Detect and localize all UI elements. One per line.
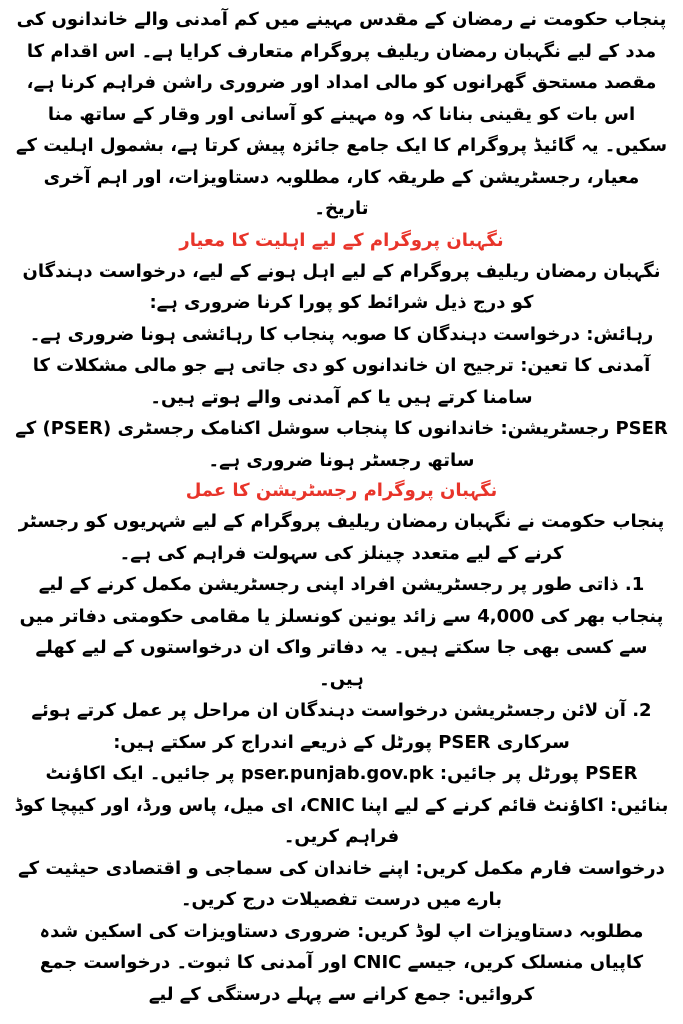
eligibility-heading: نگہبان پروگرام کے لیے اہلیت کا معیار (179, 229, 504, 251)
registration-step-portal: PSER پورٹل پر جائیں: pser.punjab.gov.pk پر جائیں۔ ایک اکاؤنٹ بنائیں: اکاؤنٹ قائم کرنے کے لیے اپنا CNIC، ای میل، پاس ورڈ، اور کیپچا کوڈ فراہم کریں۔ (14, 763, 669, 847)
intro-paragraph: پنجاب حکومت نے رمضان کے مقدس مہینے میں کم آمدنی والے خاندانوں کی مدد کے لیے نگہبان رمضان ریلیف پروگرام متعارف کرایا ہے۔ اس اقدام کا مقصد مستحق گھرانوں کو مالی امداد اور ضروری راشن فراہم کرنا ہے، اس بات کو یقینی بنانا کہ وہ مہینے کو آسانی اور وقار کے ساتھ منا سکیں۔ یہ گائیڈ پروگرام کا ایک جامع جائزہ پیش کرتا ہے، بشمول اہلیت کے معیار، رجسٹریشن کے طریقہ کار، مطلوبہ دستاویزات، اور اہم آخری تاریخ۔ (15, 9, 668, 219)
eligibility-lead: نگہبان رمضان ریلیف پروگرام کے لیے اہل ہونے کے لیے، درخواست دہندگان کو درج ذیل شرائط کو پورا کرنا ضروری ہے: (22, 260, 661, 313)
registration-step-documents: مطلوبہ دستاویزات اپ لوڈ کریں: ضروری دستاویزات کی اسکین شدہ کاپیاں منسلک کریں، جیسے CNIC اور آمدنی کا ثبوت۔ درخواست جمع کروائیں: جمع کرانے سے پہلے درستگی کے لیے (39, 920, 644, 1005)
eligibility-item-income: آمدنی کا تعین: ترجیح ان خاندانوں کو دی جاتی ہے جو مالی مشکلات کا سامنا کرتے ہیں یا کم آمدنی والے ہوتے ہیں۔ (32, 355, 651, 408)
article-page (14, 4, 669, 1020)
eligibility-item-residence: رہائش: درخواست دہندگان کا صوبہ پنجاب کا رہائشی ہونا ضروری ہے۔ (29, 323, 654, 345)
registration-lead: پنجاب حکومت نے نگہبان رمضان ریلیف پروگرام کے لیے شہریوں کو رجسٹر کرنے کے لیے متعدد چینلز کی سہولت فراہم کی ہے۔ (18, 511, 665, 564)
registration-step-form: درخواست فارم مکمل کریں: اپنے خاندان کی سماجی و اقتصادی حیثیت کے بارے میں درست تفصیلات درج کریں۔ (18, 857, 665, 910)
registration-heading: نگہبان پروگرام رجسٹریشن کا عمل (185, 480, 498, 501)
eligibility-item-pser: PSER رجسٹریشن: خاندانوں کا پنجاب سوشل اکنامک رجسٹری (PSER) کے ساتھ رجسٹر ہونا ضروری ہے۔ (15, 418, 668, 471)
registration-option-online: 2. آن لائن رجسٹریشن درخواست دہندگان ان مراحل پر عمل کرتے ہوئے سرکاری PSER پورٹل کے ذریعے اندراج کر سکتے ہیں: (31, 700, 652, 753)
registration-option-in-person: 1. ذاتی طور پر رجسٹریشن افراد اپنی رجسٹریشن مکمل کرنے کے لیے پنجاب بھر کی 4,000 سے زائد یونین کونسلز یا مقامی حکومتی دفاتر میں سے کسی بھی جا سکتے ہیں۔ یہ دفاتر واک ان درخواستوں کے لیے کھلے ہیں۔ (19, 574, 664, 690)
